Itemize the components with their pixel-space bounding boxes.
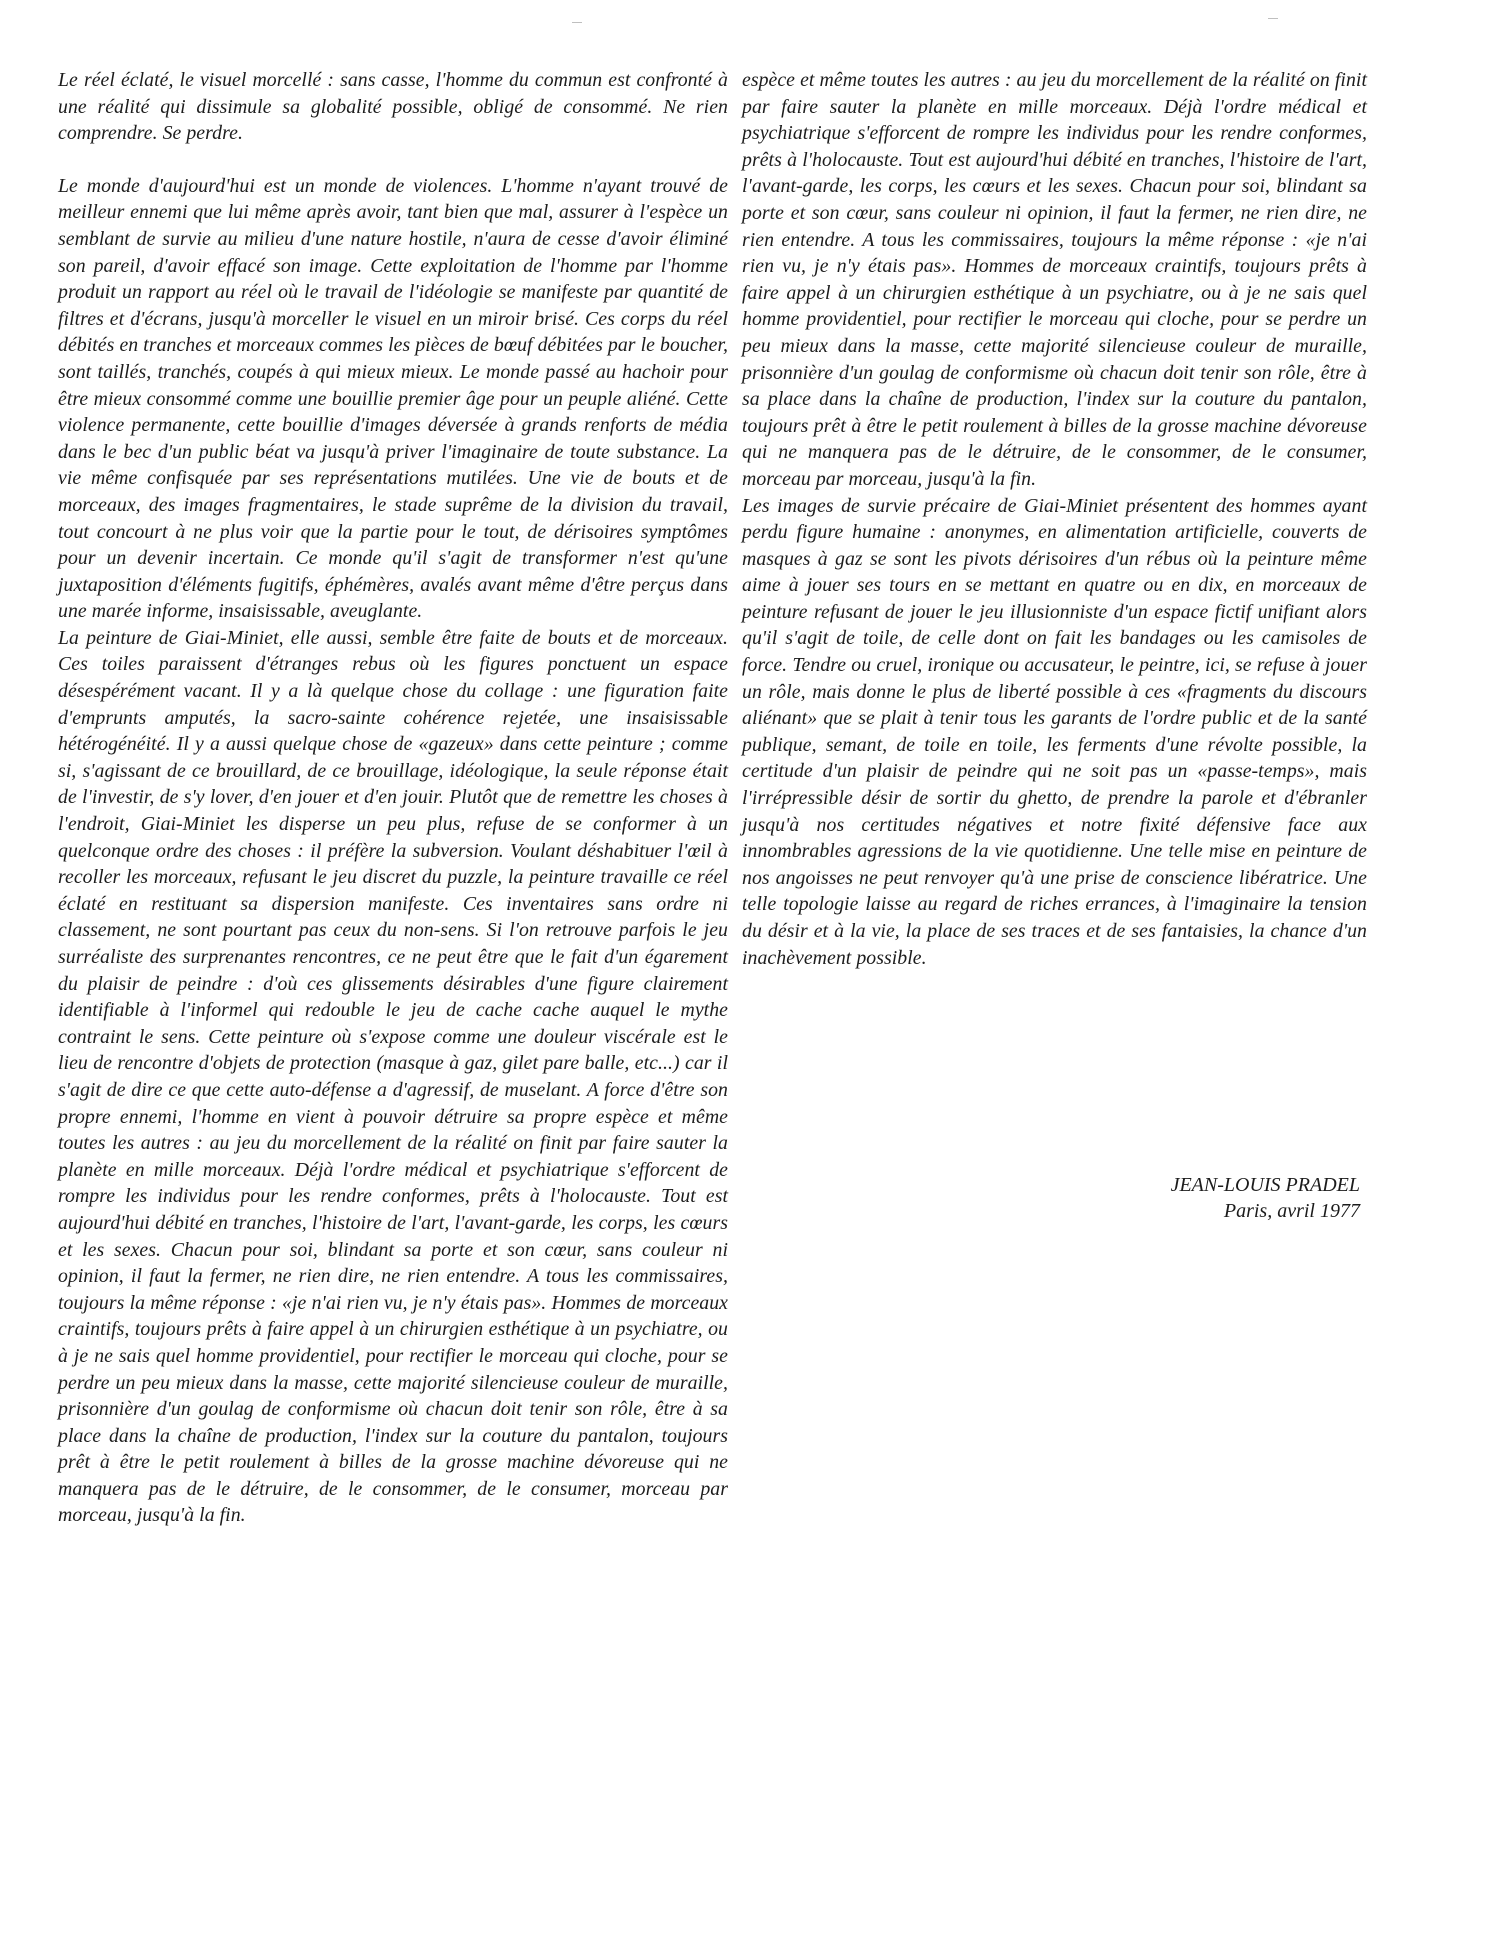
scan-mark <box>1268 18 1278 19</box>
author-name: JEAN-LOUIS PRADEL <box>1170 1174 1360 1196</box>
body-paragraph: Les images de survie précaire de Giai-Miniet présentent des hommes ayant perdu figure humaine : anonymes, en alimentation artificielle, couverts de masques à gaz se sont les pivots dérisoires d'un rébus où la peinture même aime à jouer ses tours en se mettant en quatre ou en dix, en morceaux de peinture refusant de jouer le jeu illusionniste d'un espace fictif unifiant alors qu'il s'agit de toile, de celle dont on fait les bandages ou les camisoles de force. Tendre ou cruel, ironique ou accusateur, le peintre, ici, se refuse à jouer un rôle, mais donne le plus de liberté possible à ces «fragments du discours aliénant» que se plait à tenir tous les garants de l'ordre public et de la santé publique, semant, de toile en toile, les ferments d'une révolte possible, la certitude d'un plaisir de peindre qui ne soit pas un «passe-temps», mais l'irrépressible désir de sortir du ghetto, de prendre la parole et d'ébranler jusqu'à nos certitudes négatives et notre fixité défensive face aux innombrables agressions de la vie quotidienne. Une telle mise en peinture de nos angoisses ne peut renvoyer qu'à une prise de conscience libératrice. Une telle topologie laisse au regard de riches errances, à l'imaginaire la tension du désir et à la vie, la place de ses traces et de ses fantaisies, la chance d'un inachèvement possible. <box>742 494 1367 969</box>
place-date: Paris, avril 1977 <box>1223 1200 1360 1222</box>
body-paragraph: Le monde d'aujourd'hui est un monde de violences. L'homme n'ayant trouvé de meilleur ennemi que lui même après avoir, tant bien que mal, assurer à l'espèce un semblant de survie au milieu d'une nature hostile, n'aura de cesse d'avoir éliminé son pareil, d'avoir effacé son image. Cette exploitation de l'homme par l'homme produit un rapport au réel où le travail de l'idéologie se manifeste par quantité de filtres et d'écrans, jusqu'à morceller le visuel en un miroir brisé. Ces corps du réel débités en tranches et morceaux commes les pièces de bœuf débitées par le boucher, sont taillés, tranchés, coupés à qui mieux mieux. Le monde passé au hachoir pour être mieux consommé comme une bouillie premier âge pour un peuple aliéné. Cette violence permanente, cette bouillie d'images déversée à grands renforts de média dans le bec d'un public béat va jusqu'à priver l'imaginaire de toute substance. La vie même confisquée par ses représentations mutilées. Une vie de bouts et de morceaux, des images fragmentaires, le stade suprême de la division du travail, tout concourt à ne plus voir que la partie pour le tout, de dérisoires symptômes pour un devenir incertain. Ce monde qu'il s'agit de transformer n'est qu'une juxtaposition d'éléments fugitifs, éphémères, avalés avant même d'être perçus dans une marée informe, insaisissable, aveuglante. <box>58 174 728 623</box>
left-column <box>58 67 728 1529</box>
intro-paragraph: Le réel éclaté, le visuel morcellé : sans casse, l'homme du commun est confronté à une réalité qui dissimule sa globalité possible, obligé de consommé. Ne rien comprendre. Se perdre. <box>58 69 728 145</box>
signature-block <box>1040 1172 1360 1224</box>
right-column <box>742 67 1367 971</box>
body-paragraph: espèce et même toutes les autres : au jeu du morcellement de la réalité on finit par faire sauter la planète en mille morceaux. Déjà l'ordre médical et psychiatrique s'efforcent de rompre les individus pour les rendre conformes, prêts à l'holocauste. Tout est aujourd'hui débité en tranches, l'histoire de l'art, l'avant-garde, les corps, les cœurs et les sexes. Chacun pour soi, blindant sa porte et son cœur, sans couleur ni opinion, il faut la fermer, ne rien dire, ne rien entendre. A tous les commissaires, toujours la même réponse : «je n'ai rien vu, je n'y étais pas». Hommes de morceaux craintifs, toujours prêts à faire appel à un chirurgien esthétique à un psychiatre, ou à je ne sais quel homme providentiel, pour rectifier le morceau qui cloche, pour se perdre un peu mieux dans la masse, cette majorité silencieuse couleur de muraille, prisonnière d'un goulag de conformisme où chacun doit tenir son rôle, être à sa place dans la chaîne de production, l'index sur la couture du pantalon, toujours prêt à être le petit roulement à billes de la grosse machine dévoreuse qui ne manquera pas de le détruire, de le consommer, de le consumer, morceau par morceau, jusqu'à la fin. <box>742 69 1367 490</box>
body-paragraph: La peinture de Giai-Miniet, elle aussi, semble être faite de bouts et de morceaux. Ces toiles paraissent d'étranges rebus où les figures ponctuent un espace désespérément vacant. Il y a là quelque chose du collage : une figuration faite d'emprunts amputés, la sacro-sainte cohérence rejetée, une insaisissable hétérogénéité. Il y a aussi quelque chose de «gazeux» dans cette peinture ; comme si, s'agissant de ce brouillard, de ce brouillage, idéologique, la seule réponse était de l'investir, de s'y lover, d'en jouer et d'en jouir. Plutôt que de remettre les choses à l'endroit, Giai-Miniet les disperse un peu plus, refuse de se conformer à un quelconque ordre des choses : il préfère la subversion. Voulant déshabituer l'œil à recoller les morceaux, refusant le jeu discret du puzzle, la peinture travaille ce réel éclaté en restituant sa dispersion manifeste. Ces inventaires sans ordre ni classement, ne sont pourtant pas ceux du non-sens. Si l'on retrouve parfois le jeu surréaliste des surprenantes rencontres, ce ne peut être que le fait d'un égarement du plaisir de peindre : d'où ces glissements désirables d'une figure clairement identifiable à l'informel qui redouble le jeu de cache cache auquel le mythe contraint le sens. Cette peinture où s'expose comme une douleur viscérale est le lieu de rencontre d'objets de protection (masque à gaz, gilet pare balle, etc...) car il s'agit de dire ce que cette auto-défense a d'agressif, de muselant. A force d'être son propre ennemi, l'homme en vient à pouvoir détruire sa propre espèce et même toutes les autres : au jeu du morcellement de la réalité on finit par faire sauter la planète en mille morceaux. Déjà l'ordre médical et psychiatrique s'efforcent de rompre les individus pour les rendre conformes, prêts à l'holocauste. Tout est aujourd'hui débité en tranches, l'histoire de l'art, l'avant-garde, les corps, les cœurs et les sexes. Chacun pour soi, blindant sa porte et son cœur, sans couleur ni opinion, il faut la fermer, ne rien dire, ne rien entendre. A tous les commissaires, toujours la même réponse : «je n'ai rien vu, je n'y étais pas». Hommes de morceaux craintifs, toujours prêts à faire appel à un chirurgien esthétique à un psychiatre, ou à je ne sais quel homme providentiel, pour rectifier le morceau qui cloche, pour se perdre un peu mieux dans la masse, cette majorité silencieuse couleur de muraille, prisonnière d'un goulag de conformisme où chacun doit tenir son rôle, être à sa place dans la chaîne de production, l'index sur la couture du pantalon, toujours prêt à être le petit roulement à billes de la grosse machine dévoreuse qui ne manquera pas de le détruire, de le consommer, de le consumer, morceau par morceau, jusqu'à la fin. <box>58 626 728 1527</box>
scan-mark <box>572 22 582 23</box>
paragraph-gap <box>58 147 728 173</box>
